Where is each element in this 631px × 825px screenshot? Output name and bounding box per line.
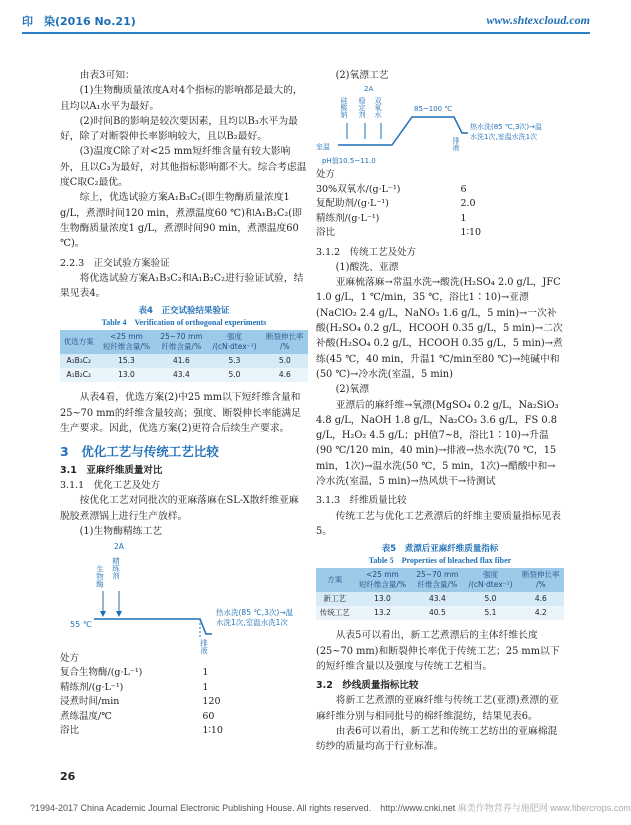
oxygen-bleach-diagram: [316, 83, 564, 167]
param-value: 1: [202, 681, 209, 693]
table-cell: 4.6: [262, 368, 308, 382]
paragraph: 将优选试验方案A₁B₃C₂和A₁B₂C₂进行验证试验，结果见表4。: [60, 272, 304, 300]
table-cell: 5.1: [463, 606, 517, 620]
recipe-title: 处方: [316, 169, 336, 181]
page-header: [0, 0, 612, 38]
diagram-label-enzyme: 生物酶: [95, 565, 105, 588]
subsection-heading: 3.1.1 优化工艺及处方: [60, 479, 161, 491]
paragraph: (3)温度C除了对<25 mm短纤维含量有较大影响外，且以C₃为最好，对其他指标影响都不大。综合考虑温度C取C₂最优。: [60, 146, 307, 189]
paragraph: 亚麻梳落麻→常温水洗→酸洗(H₂SO₄ 2.0 g/L，JFC 1.0 g/L，1 ℃/min，35 ℃，浴比1∶10)→亚漂(NaClO₂ 2.4 g/L，NaNO₃ 1.6 g/L，5 min)→一次补酸(H₂SO₄ 0.2 g/L，HCOOH 0.35 g/L，5 min)→二次补酸(H₂SO₄ 0.2 g/L，HCOOH 0.35 g/L，5 min)→煮练(45 ℃，40 min，升温1 ℃/min至80 ℃)→纯碱中和(50 ℃)→冷水洗(室温，5 min): [316, 277, 563, 380]
watermark-text: 麻类作物营养与施肥网 www.fibercrops.com: [457, 803, 631, 813]
copyright-text: ?1994-2017 China Academic Journal Electronic Publishing House. All rights reserved. http://www.cnki.net: [30, 803, 456, 813]
param-name: 复合生物酶/(g·L⁻¹): [60, 667, 143, 679]
table-caption-en: Table 5 Properties of bleached flax fiber: [368, 556, 512, 566]
table-cell: 13.0: [354, 592, 412, 606]
param-value: 1: [460, 212, 467, 224]
param-value: 2.0: [460, 198, 476, 210]
diagram-label-2a: 2A: [364, 85, 374, 94]
table-header-row: [60, 330, 308, 354]
table-header: <25 mm 短纤维含量/%: [98, 330, 156, 354]
table-cell: 41.6: [155, 354, 207, 368]
diagram-label-sodium: 硅酸钠: [340, 97, 348, 119]
param-value: 1: [202, 667, 209, 679]
table-row: [316, 226, 481, 241]
subsection-heading: 2.2.3 正交试验方案验证: [60, 257, 170, 269]
diagram-label-wash: 热水洗(85 ℃,3次)→温: [470, 123, 542, 132]
table-cell: 5.0: [262, 354, 308, 368]
process-chart: [316, 83, 564, 167]
table-row: [60, 710, 223, 725]
param-name: 精练剂/(g·L⁻¹): [60, 681, 124, 693]
table-header: 优选方案: [60, 330, 98, 354]
param-name: 复配助剂/(g·L⁻¹): [316, 198, 389, 210]
arrow-head: [100, 611, 106, 617]
table-cell: 5.0: [207, 368, 261, 382]
enzyme-process-diagram: [60, 539, 308, 655]
recipe-table: [60, 666, 223, 739]
paragraph: 亚漂后的麻纤维→氧漂(MgSO₄ 0.2 g/L，Na₂SiO₃ 4.8 g/L，NaOH 1.8 g/L，Na₂CO₃ 3.6 g/L，FS 0.8 g/L，H₂O₂ 4.5 g/L；pH值7~8，浴比1∶10)→升温(90 ℃/120 min，40 min)→排液→热水洗(70 ℃，15 min，1次)→温水洗(50 ℃，5 min，1次)→醋酸中和→冷水洗(室温，5 min)→热风烘干→待测试: [316, 399, 559, 488]
table-header-row: [316, 568, 564, 592]
diagram-label-wash: 水洗1次,室温水洗1次: [470, 133, 538, 142]
table-row: [316, 606, 564, 620]
table-cell: 5.0: [463, 592, 517, 606]
left-column: [60, 68, 308, 739]
table-4: [60, 305, 308, 382]
data-table: [60, 330, 308, 382]
paragraph: (2)氧漂: [335, 384, 370, 396]
table-row: [60, 354, 308, 368]
diagram-label-wash: 热水洗(85 ℃,3次)→温: [216, 608, 294, 618]
subsection-heading: 3.1 亚麻纤维质量对比: [60, 464, 163, 476]
param-value: 1∶10: [202, 725, 223, 737]
table-cell: 13.0: [98, 368, 156, 382]
table-cell: 4.6: [518, 592, 564, 606]
param-value: 60: [202, 710, 215, 722]
table-cell: A₁B₂C₂: [60, 368, 98, 382]
paragraph: 从表4看，优选方案(2)中25 mm以下短纤维含量和25~70 mm的纤维含量较高；强度、断裂伸长率能满足生产要求。因此，优选方案(2)更符合后续生产要求。: [60, 392, 301, 435]
table-cell: 43.4: [411, 592, 463, 606]
param-name: 精练剂/(g·L⁻¹): [316, 212, 380, 224]
paragraph: 将新工艺煮漂的亚麻纤维与传统工艺(亚漂)煮漂的亚麻纤维分别与相同批号的棉纤维混纺，结果见表6。: [316, 695, 559, 722]
param-value: 120: [202, 696, 221, 708]
table-cell: 43.4: [155, 368, 207, 382]
diagram-label-h2o2: 双氧水: [374, 97, 382, 119]
paragraph: (1)酸洗、亚漂: [335, 261, 399, 273]
diagram-label-room: 室温: [316, 143, 330, 152]
table-5: [316, 543, 564, 620]
diagram-label-2a: 2A: [114, 542, 124, 552]
paragraph: 传统工艺与优化工艺煮漂后的纤维主要质量指标见表5。: [316, 510, 561, 537]
table-cell: 新工艺: [316, 592, 354, 606]
table-header: <25 mm 短纤维含量/%: [354, 568, 412, 592]
table-row: [60, 681, 223, 696]
temperature-profile: [338, 117, 468, 145]
table-cell: 传统工艺: [316, 606, 354, 620]
diagram-label-drain: 排液: [199, 639, 209, 655]
table-row: [60, 695, 223, 710]
subsection-heading: 3.1.2 传统工艺及处方: [316, 246, 417, 258]
paragraph: 综上，优选试验方案A₁B₃C₂(即生物酶质量浓度1 g/L，煮漂时间120 min，煮漂温度60 ℃)和A₁B₂C₂(即生物酶质量浓度1 g/L，煮漂时间90 min，煮漂温度60 ℃)。: [60, 192, 302, 250]
diagram-label-temp: 55 ℃: [70, 620, 92, 630]
copyright-line: [30, 801, 631, 814]
table-caption-cn: 表5 煮漂后亚麻纤维质量指标: [381, 544, 499, 555]
table-cell: 15.3: [98, 354, 156, 368]
table-cell: 13.2: [354, 606, 412, 620]
paragraph: (1)生物酶质量浓度A对4个指标的影响都是最大的，且均以A₁水平为最好。: [60, 85, 303, 112]
param-name: 浴比: [316, 227, 336, 239]
param-value: 6: [460, 183, 467, 195]
table-header: 断裂伸长率 /%: [262, 330, 308, 354]
param-name: 煮练温度/℃: [60, 710, 112, 722]
table-header: 25~70 mm 纤维含量/%: [155, 330, 207, 354]
param-name: 浸煮时间/min: [60, 696, 120, 708]
table-row: [316, 592, 564, 606]
table-row: [60, 724, 223, 739]
paragraph: 由表3可知：: [79, 70, 135, 81]
table-caption-cn: 表4 正交试验结果验证: [138, 306, 230, 317]
recipe-title: 处方: [60, 653, 80, 665]
data-table: [316, 568, 564, 620]
subsection-heading: 3.2 纱线质量指标比较: [316, 680, 419, 692]
table-row: [316, 212, 481, 227]
paragraph: 从表5可以看出，新工艺煮漂后的主体纤维长度(25~70 mm)和断裂伸长率优于传统工艺；25 mm以下的短纤维含量以及强度与传统工艺相当。: [316, 630, 560, 672]
journal-url[interactable]: www.shtexcloud.com: [486, 13, 590, 27]
table-row: [316, 183, 481, 198]
table-header: 25~70 mm 纤维含量/%: [411, 568, 463, 592]
paragraph: 按优化工艺对同批次的亚麻落麻在SL-X散纤维亚麻脱胶煮漂锅上进行生产放样。: [60, 495, 299, 522]
journal-title: 印 染(2016 No.21): [22, 15, 136, 28]
diagram-label-ph: pH值10.5~11.0: [322, 157, 376, 166]
subsection-heading: 3.1.3 纤维质量比较: [316, 495, 407, 507]
param-name: 浴比: [60, 725, 80, 737]
paragraph: (2)氧漂工艺: [335, 70, 389, 81]
diagram-label-drain: 排液: [452, 137, 460, 152]
param-value: 1∶10: [460, 227, 482, 239]
table-header: 强度 /(cN·dtex⁻¹): [207, 330, 261, 354]
table-cell: 4.2: [518, 606, 564, 620]
diagram-label-wash: 水洗1次,室温水洗1次: [216, 618, 288, 628]
arrow-head: [116, 611, 122, 617]
diagram-label-stab: 稳定剂: [358, 97, 366, 119]
table-cell: 5.3: [207, 354, 261, 368]
page-number: 26: [60, 770, 76, 783]
table-header: 断裂伸长率 /%: [518, 568, 564, 592]
recipe-table: [316, 183, 481, 241]
table-row: [316, 197, 481, 212]
table-cell: A₁B₃C₂: [60, 354, 98, 368]
paragraph: (1)生物酶精练工艺: [79, 525, 163, 537]
table-header: 方案: [316, 568, 354, 592]
right-column: [316, 68, 564, 755]
temperature-profile: [94, 619, 212, 634]
table-row: [60, 368, 308, 382]
paragraph: 由表6可以看出，新工艺和传统工艺纺出的亚麻棉混纺纱的质量均高于行业标准。: [316, 726, 558, 753]
process-chart: [60, 539, 308, 655]
header-rule: [22, 32, 590, 34]
table-cell: 40.5: [411, 606, 463, 620]
diagram-label-temp: 85~100 ℃: [414, 105, 453, 114]
table-row: [60, 666, 223, 681]
param-name: 30%双氧水/(g·L⁻¹): [316, 183, 401, 195]
section-heading: 3 优化工艺与传统工艺比较: [60, 444, 219, 460]
diagram-label-agent: 精练剂: [111, 557, 121, 580]
table-caption-en: Table 4 Verification of orthogonal experiments: [101, 318, 267, 328]
paragraph: (2)时间B的影响是较次要因素，且均以B₃水平为最好，除了对断裂伸长率影响较大，且以B₂最好。: [60, 115, 298, 143]
table-header: 强度 /(cN·dtex⁻¹): [463, 568, 517, 592]
